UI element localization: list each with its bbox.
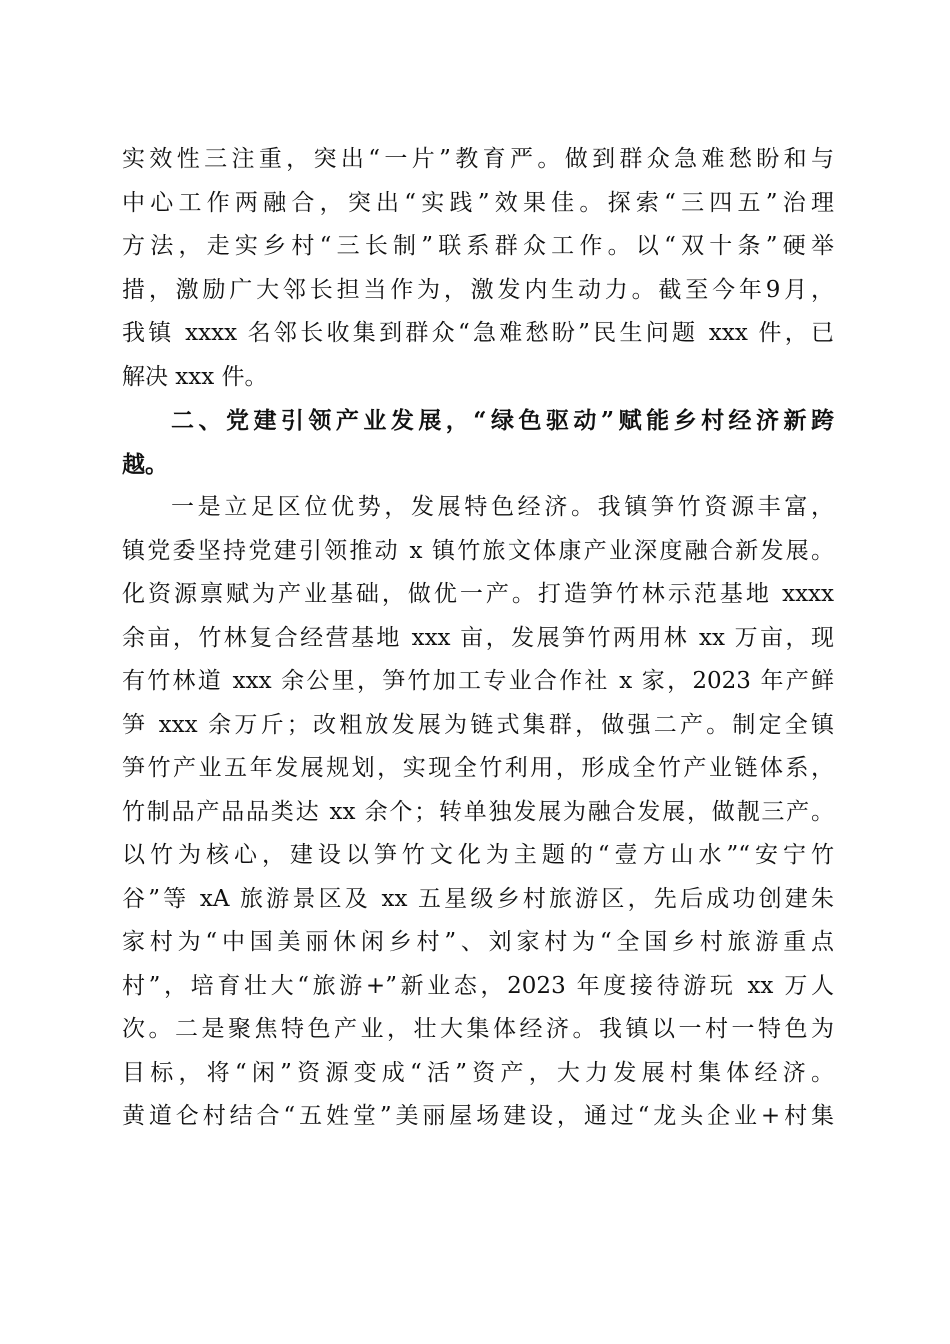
section-heading: 二、党建引领产业发展，“绿色驱动”赋能乡村经济新跨 <box>171 407 834 434</box>
body-text-line: 笋竹产业五年发展规划，实现全竹利用，形成全竹产业链体系， <box>122 755 834 781</box>
paragraph-first-line: 一是立足区位优势，发展特色经济。我镇笋竹资源丰富， <box>171 494 834 520</box>
section-heading-continued: 越。 <box>122 450 168 478</box>
body-text-line: 黄道仑村结合“五姓堂”美丽屋场建设，通过“龙头企业+村集 <box>122 1103 834 1129</box>
body-text-line: 余亩，竹林复合经营基地 xxx 亩，发展笋竹两用林 xx 万亩，现 <box>122 624 834 651</box>
body-text-line: 笋 xxx 余万斤；改粗放发展为链式集群，做强二产。制定全镇 <box>122 711 834 738</box>
document-body <box>122 138 834 1139</box>
body-text-line: 有竹林道 xxx 余公里，笋竹加工专业合作社 x 家，2023 年产鲜 <box>122 668 834 694</box>
body-text-line: 家村为“中国美丽休闲乡村”、刘家村为“全国乡村旅游重点 <box>122 929 834 955</box>
body-text-line: 解决 xxx 件。 <box>122 363 268 390</box>
body-text-line: 措，激励广大邻长担当作为，激发内生动力。截至今年9月， <box>122 276 834 303</box>
body-text-line: 中心工作两融合，突出“实践”效果佳。探索“三四五”治理 <box>122 189 834 216</box>
body-text-line: 竹制品产品品类达 xx 余个；转单独发展为融合发展，做靓三产。 <box>122 798 834 825</box>
body-text-line: 目标，将“闲”资源变成“活”资产，大力发展村集体经济。 <box>122 1059 834 1086</box>
body-text-line: 次。二是聚焦特色产业，壮大集体经济。我镇以一村一特色为 <box>122 1016 834 1042</box>
body-text-line: 镇党委坚持党建引领推动 x 镇竹旅文体康产业深度融合新发展。 <box>122 537 834 564</box>
body-text-line: 化资源禀赋为产业基础，做优一产。打造笋竹林示范基地 xxxx <box>122 581 834 607</box>
body-text-line: 我镇 xxxx 名邻长收集到群众“急难愁盼”民生问题 xxx 件，已 <box>122 320 834 346</box>
body-text-line: 方法，走实乡村“三长制”联系群众工作。以“双十条”硬举 <box>122 233 834 259</box>
body-text-line: 谷”等 xA 旅游景区及 xx 五星级乡村旅游区，先后成功创建朱 <box>122 885 834 912</box>
body-text-line: 村”，培育壮大“旅游+”新业态，2023 年度接待游玩 xx 万人 <box>122 972 834 999</box>
body-text-line: 实效性三注重，突出“一片”教育严。做到群众急难愁盼和与 <box>122 146 834 172</box>
body-text-line: 以竹为核心，建设以笋竹文化为主题的“壹方山水”“安宁竹 <box>122 842 834 868</box>
